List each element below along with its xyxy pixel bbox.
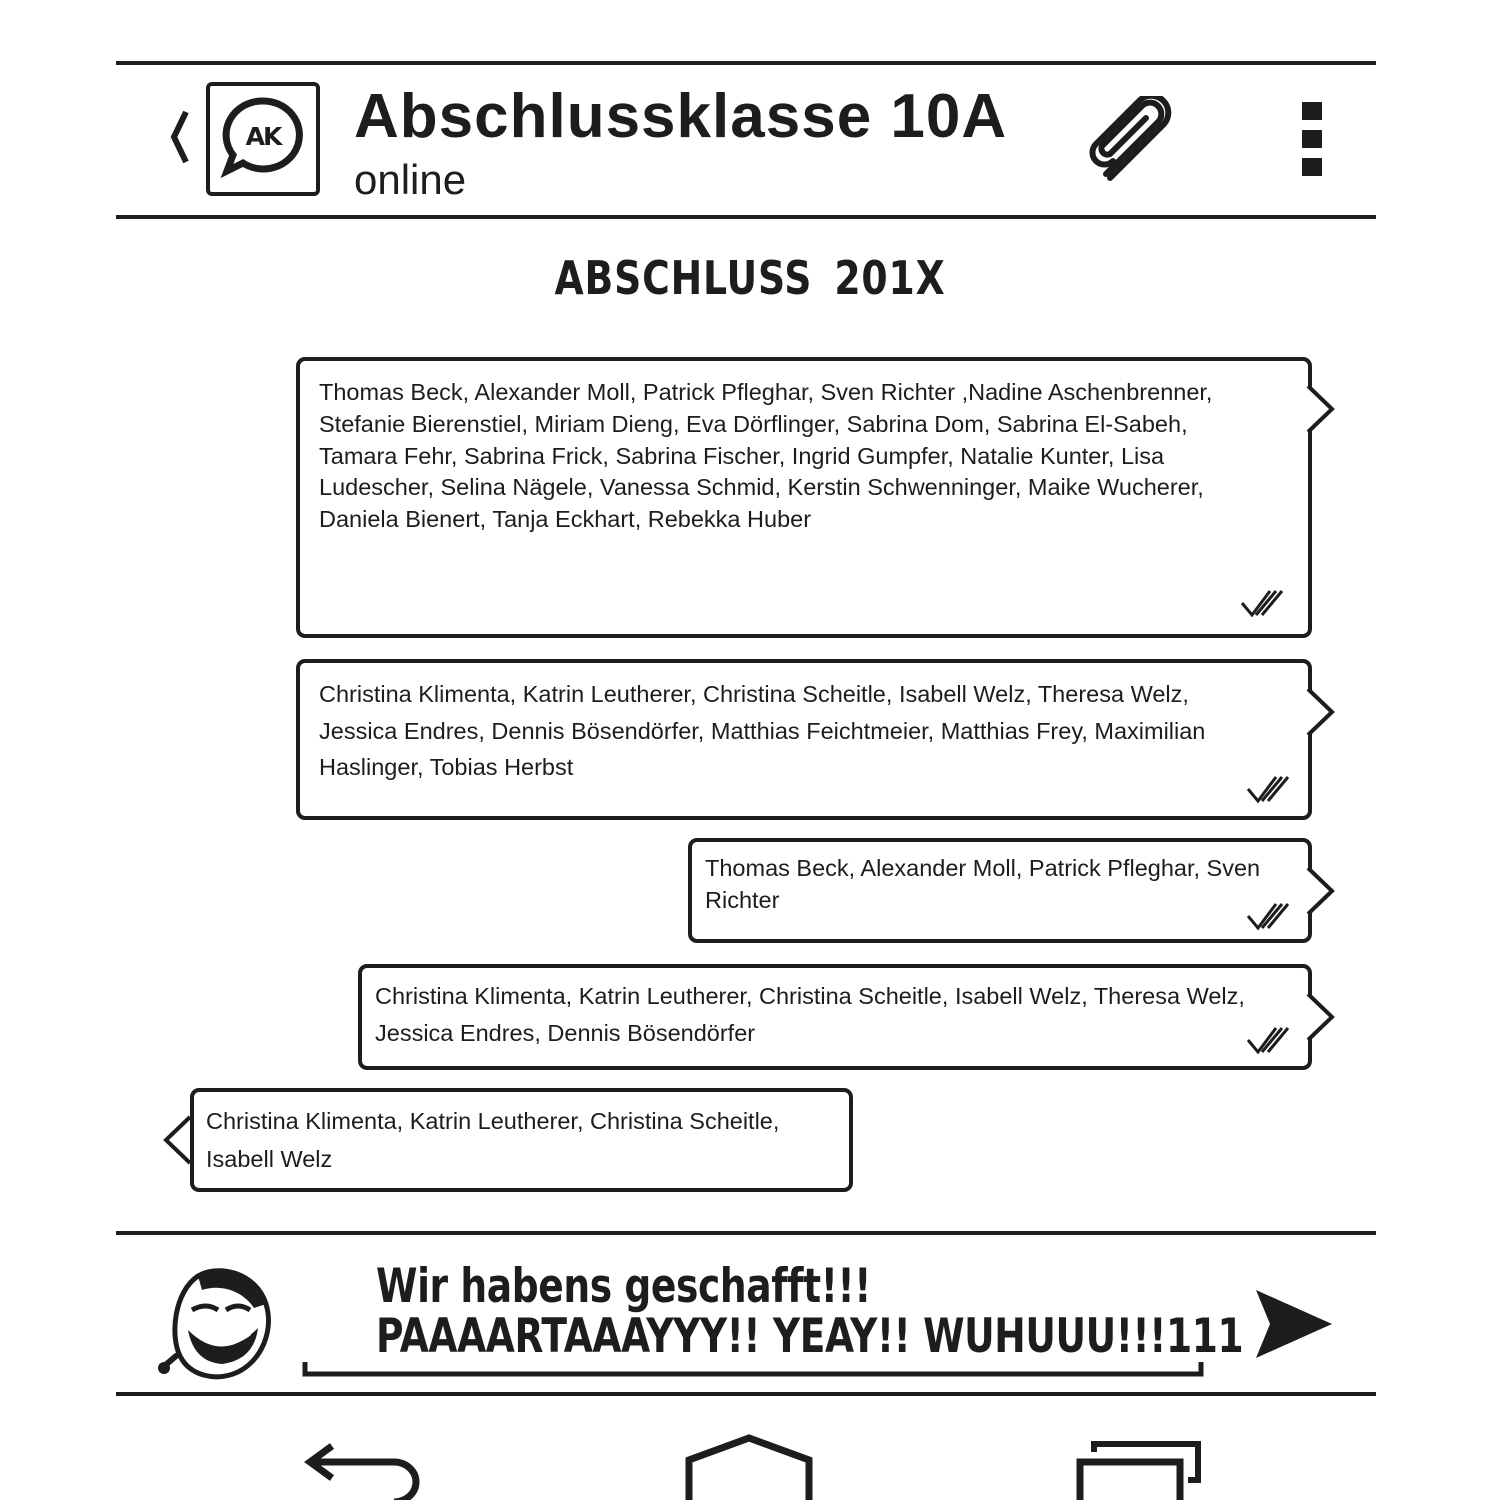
paperclip-icon[interactable] [1084, 96, 1180, 184]
menu-dot [1302, 102, 1322, 120]
composer-top-divider [116, 1231, 1376, 1235]
banner-heading: ABSCHLUSS 201X [554, 251, 946, 305]
message-bubble-incoming[interactable] [190, 1088, 853, 1192]
message-bubble-outgoing[interactable] [296, 357, 1312, 638]
read-receipt-icon [1246, 775, 1296, 805]
input-underline [302, 1362, 1204, 1378]
read-receipt-icon [1240, 589, 1290, 619]
nav-home-icon[interactable] [684, 1434, 814, 1500]
send-icon[interactable] [1254, 1288, 1334, 1360]
read-receipt-icon [1246, 1026, 1296, 1056]
bubble-tail-icon [1306, 866, 1336, 916]
message-text: Christina Klimenta, Katrin Leutherer, Christina Scheitle, Isabell Welz, Theresa Welz, Jessica Endres, Dennis Bösendörfer [375, 983, 1245, 1046]
message-text: Thomas Beck, Alexander Moll, Patrick Pfleghar, Sven Richter [705, 855, 1261, 913]
composer-bottom-divider [116, 1392, 1376, 1396]
chat-title[interactable]: Abschlussklasse 10A [354, 82, 1008, 151]
message-bubble-outgoing[interactable] [296, 659, 1312, 820]
message-bubble-outgoing[interactable] [688, 838, 1312, 943]
bubble-tail-icon [1306, 384, 1336, 434]
troll-face-avatar[interactable] [158, 1264, 276, 1384]
message-text: Christina Klimenta, Katrin Leutherer, Christina Scheitle, Isabell Welz, Theresa Welz, Jessica Endres, Dennis Bösendörfer, Matthias Feichtmeier, Matthias Frey, Maximilian Haslinger, Tobias Herbst [319, 681, 1206, 780]
read-receipt-icon [1246, 902, 1296, 932]
nav-recent-apps-icon[interactable] [1076, 1440, 1202, 1500]
nav-back-icon[interactable] [302, 1436, 426, 1500]
bubble-tail-icon [1306, 687, 1336, 737]
avatar-initials: AK [245, 122, 281, 151]
message-input[interactable]: Wir habens geschafft!!! PAAAARTAAAYYY!! YEAY!! WUHUUU!!!111 [376, 1259, 1244, 1364]
menu-dot [1302, 130, 1322, 148]
menu-dot [1302, 158, 1322, 176]
chat-status: online [354, 156, 467, 203]
group-avatar[interactable] [206, 82, 320, 196]
message-text: Christina Klimenta, Katrin Leutherer, Christina Scheitle, Isabell Welz [206, 1108, 780, 1172]
header-bottom-divider [116, 215, 1376, 219]
kebab-menu-icon[interactable] [1302, 102, 1326, 176]
header-top-divider [116, 61, 1376, 65]
bubble-tail-icon [162, 1115, 192, 1165]
bubble-tail-icon [1306, 992, 1336, 1042]
message-text: Thomas Beck, Alexander Moll, Patrick Pfleghar, Sven Richter ,Nadine Aschenbrenner, Stefanie Bierenstiel, Miriam Dieng, Eva Dörflinger, Sabrina Dom, Sabrina El-Sabeh, Tamara Fehr, Sabrina Frick, Sabrina Fischer, Ingrid Gumpfer, Natalie Kunter, Lisa Ludescher, Selina Nägele, Vanessa Schmid, Kerstin Schwenninger, Maike Wucherer, Daniela Bienert, Tanja Eckhart, Rebekka Huber [319, 379, 1213, 533]
message-bubble-outgoing[interactable] [358, 964, 1312, 1070]
chevron-left-icon[interactable] [166, 108, 192, 166]
chat-logo-icon [215, 91, 311, 187]
